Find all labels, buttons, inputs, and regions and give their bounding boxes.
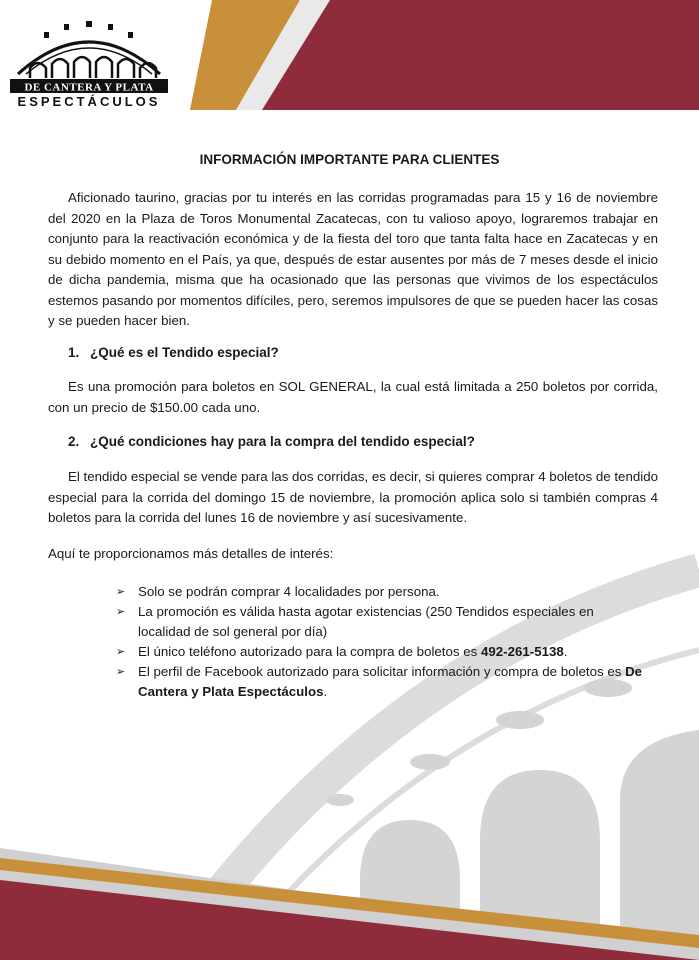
arrow-bullet-icon: ➢ (116, 666, 126, 678)
list-item: ➢ Solo se podrán comprar 4 localidades por persona. (116, 582, 644, 602)
arrow-bullet-icon: ➢ (116, 646, 126, 658)
page-title: INFORMACIÓN IMPORTANTE PARA CLIENTES (199, 152, 500, 167)
question-2-number: 2. (68, 434, 80, 449)
answer-2: El tendido especial se vende para las dos corridas, es decir, si quieres comprar 4 boletos de tendido especial para la corrida del domingo 15 de noviembre, la promoción aplica solo si también compras 4 boletos para la corrida del lunes 16 de noviembre y así sucesivamente. (48, 469, 658, 525)
logo-arch-text: DE CANTERA Y PLATA (24, 81, 154, 94)
question-2 (68, 434, 475, 449)
arrow-bullet-icon: ➢ (116, 606, 126, 618)
question-2-text: ¿Qué condiciones hay para la compra del tendido especial? (90, 434, 475, 449)
details-list (116, 582, 644, 702)
list-item: ➢ El perfil de Facebook autorizado para solicitar información y compra de boletos es De Cantera y Plata Espectáculos. (116, 664, 643, 699)
intro-paragraph: Aficionado taurino, gracias por tu interés en las corridas programadas para 15 y 16 de noviembre del 2020 en la Plaza de Toros Monumental Zacatecas, con tu valioso apoyo, lograremos trabajar en conjunto para la reactivación económica y de la fiesta del toro que tanta falta hace en Zacatecas y en su debido momento en el País, ya que, después de estar ausentes por más de 7 meses desde el inicio de dicha pandemia, misma que ha ocasionado que las personas que vivimos de los espectáculos estemos pasando por momentos difíciles, pero, seremos impulsores de que se pueden hacer las cosas y se pueden hacer bien. (48, 190, 658, 328)
answer-1: Es una promoción para boletos en SOL GENERAL, la cual está limitada a 250 boletos por corrida, con un precio de $150.00 cada uno. (48, 379, 658, 415)
details-intro: Aquí te proporcionamos más detalles de interés: (48, 546, 334, 561)
list-item: ➢ La promoción es válida hasta agotar existencias (250 Tendidos especiales en localidad de sol general por día) (116, 604, 594, 639)
logo-brand: ESPECTÁCULOS (17, 94, 161, 109)
top-maroon-block (262, 0, 699, 110)
phone-number: 492-261-5138 (480, 644, 564, 659)
question-1 (68, 345, 279, 360)
question-1-text: ¿Qué es el Tendido especial? (90, 345, 279, 360)
facebook-profile-name: De Cantera y Plata Espectáculos (138, 664, 643, 699)
arrow-bullet-icon: ➢ (116, 586, 126, 598)
question-1-number: 1. (68, 345, 80, 360)
list-item: ➢ El único teléfono autorizado para la compra de boletos es 492-261-5138. (116, 642, 644, 662)
